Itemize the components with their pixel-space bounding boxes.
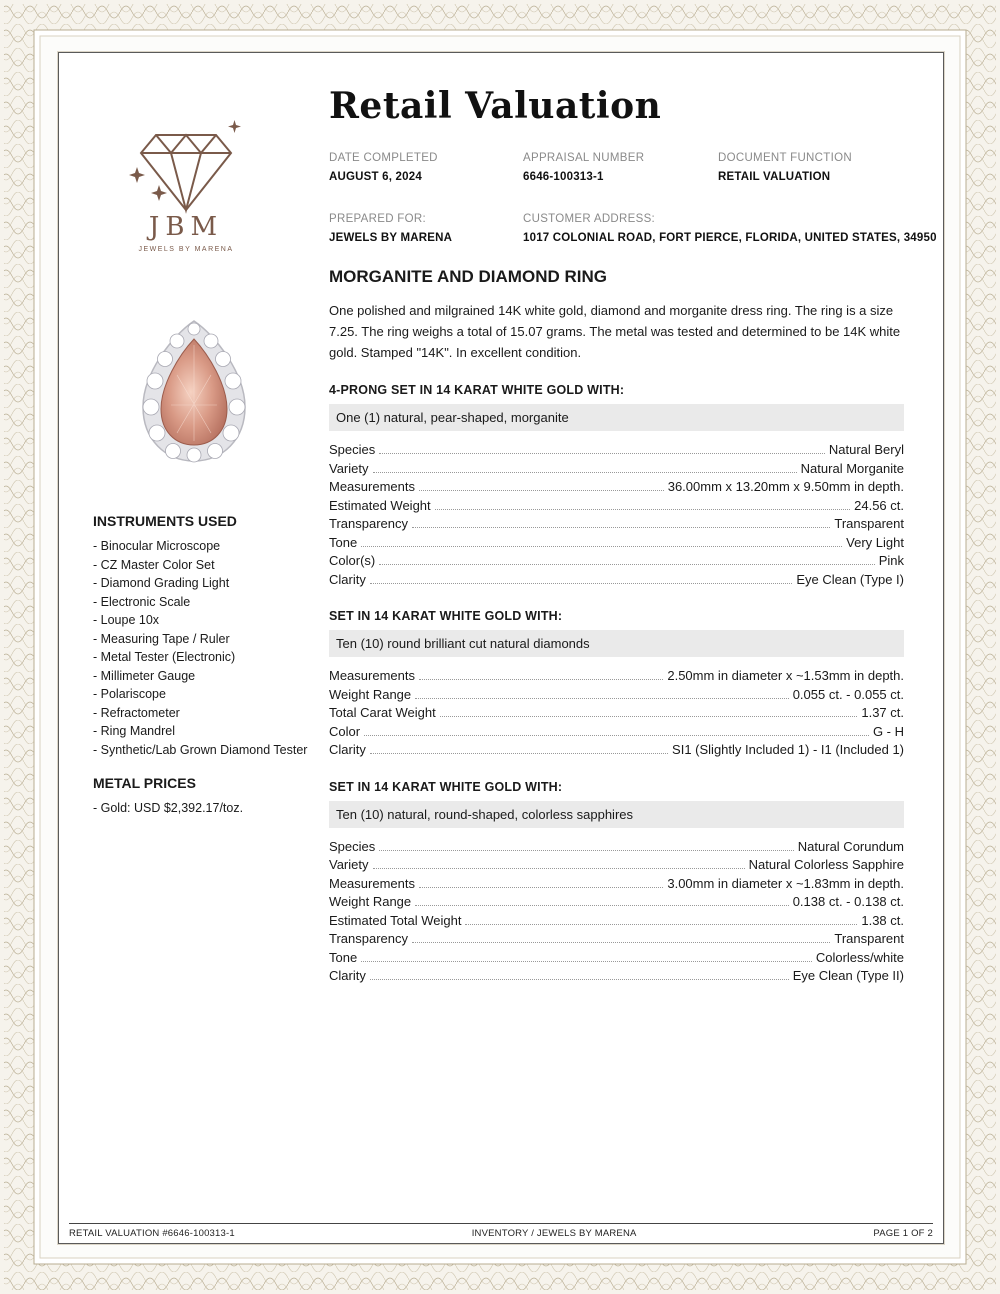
certificate-page [58, 52, 944, 1244]
dot-leader [415, 698, 789, 699]
gem-sections [329, 383, 904, 986]
spec-row [329, 686, 904, 705]
spec-row [329, 741, 904, 760]
dot-leader [364, 735, 869, 736]
spec-value: 24.56 ct. [854, 497, 904, 513]
left-column [93, 513, 333, 818]
spec-value: 0.138 ct. - 0.138 ct. [792, 894, 904, 909]
spec-row [329, 552, 904, 571]
footer-left: RETAIL VALUATION #6646-100313-1 [69, 1228, 235, 1239]
spec-row [329, 930, 904, 949]
page-title: Retail Valuation [329, 85, 662, 127]
spec-label: Clarity [329, 968, 366, 983]
dot-leader [419, 887, 663, 888]
section-summary-bar: Ten (10) natural, round-shaped, colorless sapphires [329, 801, 904, 828]
dot-leader [370, 979, 789, 980]
meta-date-completed [329, 152, 438, 183]
spec-value: Transparent [834, 931, 904, 946]
dot-leader [412, 527, 830, 528]
item-title: MORGANITE AND DIAMOND RING [329, 267, 607, 286]
item-description: One polished and milgrained 14K white gold, diamond and morganite dress ring. The ring is a size 7.25. The ring weighs a total of 15.07 grams. The metal was tested and determined to be 14K white gold. Stamped "14K". In excellent condition. [329, 303, 901, 360]
gem-section [329, 609, 904, 760]
metal-price-item: - Gold: USD $2,392.17/toz. [93, 801, 244, 815]
spec-value: Colorless/white [815, 949, 904, 965]
instrument-item: - Diamond Grading Light [93, 576, 230, 590]
spec-list [329, 667, 904, 760]
spec-row [329, 838, 904, 857]
spec-label: Measurements [329, 479, 415, 494]
dot-leader [419, 679, 663, 680]
spec-row [329, 441, 904, 460]
spec-label: Tone [329, 534, 358, 550]
spec-value: Transparent [834, 516, 904, 531]
spec-value: 2.50mm in diameter x ~1.53mm in depth. [667, 668, 904, 683]
instrument-item: - Measuring Tape / Ruler [93, 631, 230, 646]
spec-row [329, 912, 904, 931]
instruments-list [93, 537, 333, 759]
spec-label: Variety [329, 460, 369, 476]
footer-center: INVENTORY / JEWELS BY MARENA [471, 1228, 637, 1239]
instrument-item: - Ring Mandrel [93, 724, 175, 738]
instruments-title: INSTRUMENTS USED [93, 513, 237, 529]
spec-value: 3.00mm in diameter x ~1.83mm in depth. [667, 875, 904, 891]
prepared-for-label: PREPARED FOR: [329, 213, 426, 225]
meta-appraisal-number [523, 152, 644, 183]
dot-leader [415, 905, 789, 906]
customer-address-label: CUSTOMER ADDRESS: [523, 213, 656, 225]
spec-label: Clarity [329, 742, 366, 757]
appraisal-number-value: 6646-100313-1 [523, 171, 604, 183]
section-title: SET IN 14 KARAT WHITE GOLD WITH: [329, 779, 563, 794]
spec-label: Transparency [329, 516, 408, 531]
spec-value: 1.38 ct. [861, 912, 904, 928]
logo-letters: JBM [148, 212, 224, 242]
spec-label: Species [329, 838, 376, 854]
metal-prices-title: METAL PRICES [93, 775, 196, 791]
section-summary-bar: One (1) natural, pear-shaped, morganite [329, 404, 904, 431]
jbm-logo [121, 115, 251, 255]
instrument-item: - Refractometer [93, 705, 180, 720]
spec-row [329, 723, 904, 742]
dot-leader [361, 961, 812, 962]
dot-leader [435, 509, 850, 510]
meta-document-function [718, 152, 852, 183]
spec-value: Natural Beryl [828, 442, 904, 457]
instrument-item: - CZ Master Color Set [93, 557, 215, 572]
instrument-item: - Polariscope [93, 687, 166, 701]
dot-leader [373, 472, 797, 473]
spec-value: G - H [872, 723, 904, 739]
spec-row [329, 571, 904, 590]
document-function-value: RETAIL VALUATION [718, 171, 831, 183]
spec-list [329, 441, 904, 589]
spec-label: Color(s) [329, 553, 376, 568]
spec-label: Total Carat Weight [329, 705, 436, 720]
dot-leader [379, 850, 794, 851]
spec-label: Species [329, 442, 376, 457]
gem-section [329, 383, 904, 589]
ring-photo [133, 315, 255, 465]
spec-row [329, 534, 904, 553]
spec-value: SI1 (Slightly Included 1) - I1 (Included 1) [672, 742, 904, 757]
spec-label: Variety [329, 857, 369, 872]
dot-leader [379, 453, 825, 454]
spec-row [329, 949, 904, 968]
dot-leader [465, 924, 857, 925]
dot-leader [379, 564, 874, 565]
spec-row [329, 667, 904, 686]
spec-label: Measurements [329, 875, 415, 891]
spec-row [329, 875, 904, 894]
dot-leader [373, 868, 745, 869]
section-title: 4-PRONG SET IN 14 KARAT WHITE GOLD WITH: [329, 383, 625, 397]
spec-label: Estimated Total Weight [329, 912, 462, 928]
section-title: SET IN 14 KARAT WHITE GOLD WITH: [329, 609, 563, 623]
spec-row [329, 478, 904, 497]
spec-label: Tone [329, 949, 358, 965]
spec-list [329, 838, 904, 986]
spec-label: Weight Range [329, 894, 412, 909]
meta-prepared-for [329, 213, 452, 244]
spec-value: Eye Clean (Type II) [792, 968, 904, 983]
spec-row [329, 967, 904, 986]
dot-leader [419, 490, 664, 491]
dot-leader [361, 546, 842, 547]
footer-right: PAGE 1 OF 2 [873, 1228, 933, 1239]
section-summary-bar: Ten (10) round brilliant cut natural diamonds [329, 630, 904, 657]
spec-value: Pink [878, 553, 904, 568]
spec-label: Color [329, 723, 361, 739]
spec-row [329, 515, 904, 534]
spec-value: Natural Corundum [797, 838, 904, 854]
spec-row [329, 704, 904, 723]
customer-address-value: 1017 COLONIAL ROAD, FORT PIERCE, FLORIDA, UNITED STATES, 34950 [523, 232, 937, 244]
instrument-item: - Millimeter Gauge [93, 668, 196, 683]
spec-label: Clarity [329, 571, 366, 587]
dot-leader [440, 716, 858, 717]
page-footer [69, 1223, 933, 1239]
spec-value: Very Light [846, 534, 904, 550]
document-function-label: DOCUMENT FUNCTION [718, 152, 852, 164]
instrument-item: - Binocular Microscope [93, 539, 221, 553]
metal-prices-list [93, 799, 333, 818]
spec-label: Transparency [329, 931, 408, 946]
instrument-item: - Synthetic/Lab Grown Diamond Tester [93, 742, 308, 757]
spec-value: Natural Morganite [800, 460, 904, 476]
spec-value: 36.00mm x 13.20mm x 9.50mm in depth. [667, 479, 904, 494]
spec-label: Measurements [329, 668, 415, 683]
spec-value: 1.37 ct. [861, 705, 904, 720]
meta-customer-address [523, 213, 937, 244]
instrument-item: - Loupe 10x [93, 613, 160, 627]
dot-leader [412, 942, 830, 943]
spec-value: Eye Clean (Type I) [796, 571, 904, 587]
main-column [329, 267, 904, 986]
appraisal-number-label: APPRAISAL NUMBER [523, 152, 645, 164]
spec-row [329, 497, 904, 516]
instrument-item: - Metal Tester (Electronic) [93, 650, 236, 664]
date-completed-value: AUGUST 6, 2024 [329, 171, 422, 183]
spec-label: Estimated Weight [329, 497, 431, 513]
gem-section [329, 780, 904, 986]
spec-row [329, 460, 904, 479]
dot-leader [370, 753, 668, 754]
spec-row [329, 893, 904, 912]
spec-row [329, 856, 904, 875]
date-completed-label: DATE COMPLETED [329, 152, 438, 164]
spec-value: 0.055 ct. - 0.055 ct. [792, 686, 904, 702]
prepared-for-value: JEWELS BY MARENA [329, 232, 453, 244]
dot-leader [370, 583, 793, 584]
spec-label: Weight Range [329, 686, 412, 702]
instrument-item: - Electronic Scale [93, 594, 191, 609]
logo-tagline: JEWELS BY MARENA [138, 246, 234, 253]
spec-value: Natural Colorless Sapphire [748, 857, 904, 872]
